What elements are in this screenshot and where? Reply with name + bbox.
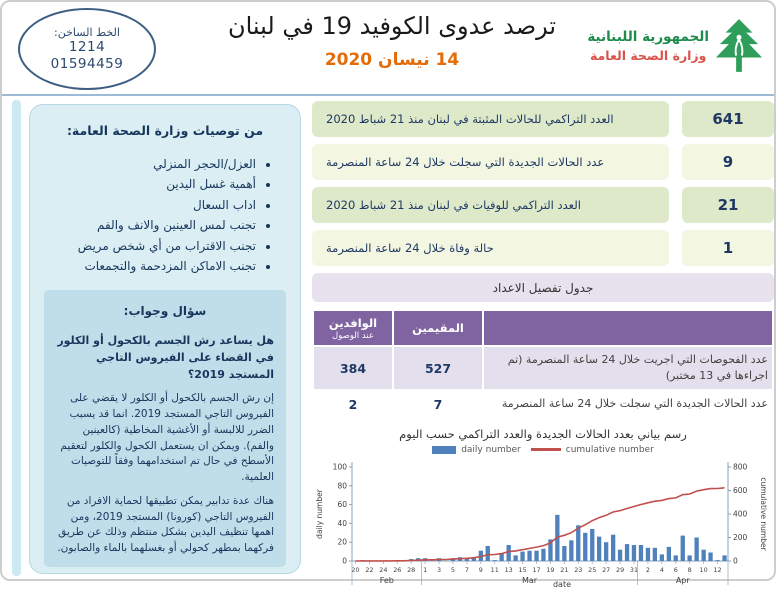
hotline-number-long: 01594459 <box>50 55 124 72</box>
svg-text:600: 600 <box>733 486 748 495</box>
svg-text:0: 0 <box>342 556 347 566</box>
cell-residents: 7 <box>394 391 482 417</box>
svg-text:22: 22 <box>365 566 374 574</box>
qa-question: هل يساعد رش الجسم بالكحول أو الكلور في القضاء على الفيروس التاجي المستجد 2019؟ <box>57 334 274 382</box>
list-item: • أهمية غسل اليدين <box>44 174 256 194</box>
list-item: • تجنب الاماكن المزدحمة والتجمعات <box>44 256 256 276</box>
svg-text:Feb: Feb <box>379 576 394 585</box>
stat-row-cumulative-deaths <box>312 187 774 223</box>
svg-text:4: 4 <box>659 566 664 574</box>
list-item: • تجنب لمس العينين والانف والفم <box>44 215 256 235</box>
sidebar <box>29 104 301 574</box>
moph-logo-text <box>587 29 709 63</box>
svg-text:5: 5 <box>450 566 456 574</box>
recommendations-list <box>44 154 256 276</box>
cedar-icon <box>716 18 762 74</box>
svg-text:40: 40 <box>337 518 347 528</box>
svg-text:20: 20 <box>337 537 347 547</box>
svg-text:9: 9 <box>478 566 483 574</box>
svg-text:31: 31 <box>629 566 639 574</box>
cell-arrivals: 2 <box>314 391 392 417</box>
svg-text:200: 200 <box>733 533 748 542</box>
stat-label: عدد الحالات الجديدة التي سجلت خلال 24 ساعة المنصرمة <box>312 144 669 180</box>
list-item: • اداب السعال <box>44 195 256 215</box>
left-accent-strip <box>12 100 21 576</box>
svg-text:12: 12 <box>713 566 722 574</box>
svg-text:6: 6 <box>673 566 678 574</box>
qa-answer: هناك عدة تدابير يمكن تطبيقها لحماية الافراد من الفيروس التاجي (كورونا) المستجد 2019، ومن اهمها تنظيف اليدين بشكل منتظم وذلك عن طريق فركهما بمطهر كحولي أو بغسلهما بالماء والصابون. <box>57 494 274 555</box>
legend-label: cumulative number <box>565 444 654 455</box>
svg-text:17: 17 <box>532 566 541 574</box>
svg-text:10: 10 <box>699 566 708 574</box>
cell-label: عدد الحالات الجديدة التي سجلت خلال 24 ساعة المنصرمة <box>484 391 772 417</box>
svg-text:800: 800 <box>733 462 748 472</box>
table-row <box>314 391 772 417</box>
stat-row-new-cases <box>312 144 774 180</box>
legend-label: daily number <box>461 444 521 455</box>
stat-value: 1 <box>682 230 774 266</box>
svg-text:26: 26 <box>393 566 402 574</box>
svg-text:100: 100 <box>332 462 347 472</box>
svg-text:21: 21 <box>560 566 569 574</box>
svg-text:8: 8 <box>687 566 692 574</box>
svg-text:27: 27 <box>602 566 611 574</box>
svg-text:25: 25 <box>588 566 597 574</box>
svg-text:7: 7 <box>464 566 469 574</box>
svg-text:23: 23 <box>574 566 583 574</box>
column-header-residents: المقيمين <box>394 311 482 345</box>
detail-table-band: جدول تفصيل الاعداد <box>312 273 774 302</box>
stat-row-new-deaths <box>312 230 774 266</box>
svg-text:28: 28 <box>407 566 416 574</box>
column-header-sublabel: عند الوصول <box>332 330 374 341</box>
line-swatch-icon <box>531 448 561 451</box>
qa-title: سؤال وجواب: <box>123 304 207 319</box>
stat-value: 21 <box>682 187 774 223</box>
svg-text:0: 0 <box>733 556 738 566</box>
column-header-empty <box>484 311 772 345</box>
qa-box <box>44 290 286 567</box>
svg-text:daily number: daily number <box>315 489 324 539</box>
chart-legend <box>312 443 774 456</box>
list-item: • تجنب الاقتراب من أي شخص مريض <box>44 236 256 256</box>
svg-text:24: 24 <box>379 566 388 574</box>
svg-text:400: 400 <box>733 509 748 519</box>
chart-block <box>312 427 774 599</box>
svg-text:11: 11 <box>490 566 499 574</box>
stat-row-cumulative-cases <box>312 101 774 137</box>
detail-table <box>312 309 774 419</box>
qa-answer: إن رش الجسم بالكحول أو الكلور لا يقضي على الفيروس التاجي المستجد 2019. انما قد يسبب الضرر للالبسة أو الأغشية المخاطية (كالعينين والفم). ويمكن ان يستعمل الكحول والكلور لتعقيم الأسطح في حال تم استخدامهما وفقاً للتوصيات العلمية. <box>60 392 274 484</box>
page-title: ترصد عدوى الكوفيد 19 في لبنان <box>227 12 557 40</box>
stat-value: 9 <box>682 144 774 180</box>
main-panel <box>312 101 774 599</box>
svg-text:60: 60 <box>337 500 347 510</box>
recommendations-title: من توصيات وزارة الصحة العامة: <box>66 123 264 138</box>
legend-cumulative <box>531 445 654 455</box>
svg-text:19: 19 <box>546 566 555 574</box>
daily-cumulative-chart <box>312 457 770 599</box>
list-item: • العزل/الحجر المنزلي <box>44 154 256 174</box>
hotline-badge <box>18 8 156 90</box>
table-row <box>314 347 772 389</box>
cell-arrivals: 384 <box>314 347 392 389</box>
report-date: 14 نيسان 2020 <box>324 50 460 70</box>
svg-text:1: 1 <box>423 566 428 574</box>
chart-title: رسم بياني بعدد الحالات الجديدة والعدد التراكمي حسب اليوم <box>399 427 687 441</box>
svg-text:3: 3 <box>436 566 442 574</box>
svg-text:29: 29 <box>616 566 625 574</box>
svg-text:Apr: Apr <box>675 576 690 585</box>
header-titles <box>172 12 612 70</box>
bar-swatch-icon <box>432 446 456 454</box>
stat-label: العدد التراكمي للوفيات في لبنان منذ 21 شباط 2020 <box>312 187 669 223</box>
svg-text:Mar: Mar <box>522 576 538 585</box>
cell-label: عدد الفحوصات التي اجريت خلال 24 ساعة المنصرمة (تم اجراءها في 13 مختبر) <box>484 347 772 389</box>
logo-ministry-line: وزارة الصحة العامة <box>589 48 707 63</box>
cell-residents: 527 <box>394 347 482 389</box>
svg-text:15: 15 <box>518 566 527 574</box>
hotline-label: الخط الساخن: <box>54 25 120 39</box>
moph-logo <box>587 18 762 74</box>
hotline-number-short: 1214 <box>68 38 106 55</box>
svg-text:20: 20 <box>351 566 360 574</box>
svg-text:80: 80 <box>337 481 347 491</box>
stat-value: 641 <box>682 101 774 137</box>
logo-republic-line: الجمهورية اللبنانية <box>587 29 709 45</box>
svg-text:cumulative number: cumulative number <box>759 477 768 551</box>
table-header-row <box>314 311 772 345</box>
svg-text:date: date <box>552 580 572 589</box>
stat-label: العدد التراكمي للحالات المثبتة في لبنان منذ 21 شباط 2020 <box>312 101 669 137</box>
header-divider <box>2 94 774 96</box>
legend-daily <box>432 445 521 455</box>
column-header-label: الوافدين <box>328 315 378 330</box>
svg-text:13: 13 <box>504 566 513 574</box>
column-header-arrivals <box>314 311 392 345</box>
stat-label: حالة وفاة خلال 24 ساعة المنصرمة <box>312 230 669 266</box>
svg-text:2: 2 <box>645 566 650 574</box>
